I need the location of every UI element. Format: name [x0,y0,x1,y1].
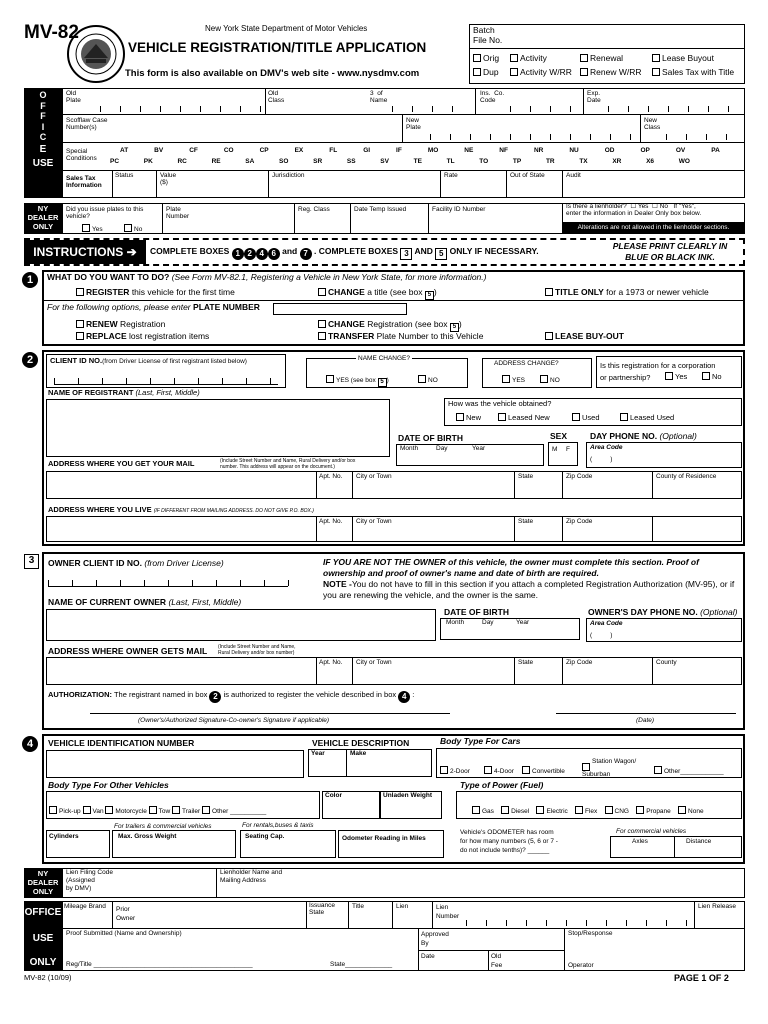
corporation-no[interactable]: No [702,372,722,382]
mail-apt-label: Apt. No. [319,473,343,480]
dob-day-label: Day [436,445,448,452]
cb-lease-buyout[interactable]: Lease Buyout [652,54,714,64]
cb-renewal[interactable]: Renewal [580,54,623,64]
dealer-side-bottom: NY DEALER ONLY [24,868,62,898]
owner-id-label: OWNER CLIENT ID NO. (from Driver License) [48,558,224,568]
jurisdiction-label: Jurisdiction [272,172,305,179]
sex-f-label: F [566,446,570,453]
name-change-label: NAME CHANGE? [358,355,411,362]
mail-state-label: State [518,473,534,480]
owner-area-paren: ( ) [590,632,613,639]
seal-icon [66,24,126,84]
s1-renew[interactable]: RENEW Registration [76,320,165,330]
corporation-yes[interactable]: Yes [665,372,687,382]
odometer-label: Odometer Reading in Miles [342,835,426,842]
body-motorcycle[interactable]: Motorcycle [115,808,147,815]
owner-mail-note: (Include Street Number and Name, Rural Delivery and/or box number) [218,644,296,656]
lien-release-label: Lien Release [698,903,736,910]
live-city-label: City or Town [356,518,392,525]
body-tow[interactable]: Tow [158,808,171,815]
vehicle-year-label: Year [311,750,325,757]
body-convertible[interactable]: Convertible [522,766,565,775]
ins-co-code-label: Ins. Co. Code [480,90,505,105]
distance-label: Distance [686,838,712,845]
old-class-label: Old Class [268,90,285,105]
mail-city-label: City or Town [356,473,392,480]
s2-number: 2 [22,352,38,368]
obtained-leased-new[interactable]: Leased New [498,413,550,423]
dob-input[interactable] [396,444,544,466]
trailers-note: For trailers & commercial vehicles [114,823,212,830]
rentals-note: For rentals,buses & taxis [242,822,314,829]
sex-label: SEX [550,431,568,441]
issue-plates-yes[interactable]: Yes [82,224,103,233]
dob-year-label: Year [472,445,486,452]
cylinders-label: Cylinders [49,833,79,840]
cb-orig[interactable]: Orig [473,54,499,64]
prior-owner-label: Prior Owner [116,906,136,922]
vehicle-desc-input[interactable] [308,749,432,777]
new-class-label: New Class [644,117,661,132]
alterations-note: Alterations are not allowed in the lienholder sections. [563,222,744,233]
commercial-note: For commercial vehicles [616,828,687,835]
form-id: MV-82 [24,22,79,43]
issue-plates-no[interactable]: No [124,224,142,233]
owner-dob-month: Month [446,619,465,626]
registrant-name-label: NAME OF REGISTRANT (Last, First, Middle) [48,388,200,397]
live-zip-label: Zip Code [566,518,593,525]
owner-state-label: State [518,659,534,666]
office-lien-label: Lien [396,903,409,910]
day-phone-label: DAY PHONE NO. (Optional) [590,431,697,441]
mail-county-label: County of Residence [656,473,717,480]
agency-name: New York State Department of Motor Vehicles [205,24,368,33]
special-conditions-label: Special Conditions [66,148,97,163]
fuel-none[interactable]: None [688,808,704,815]
s1-number: 1 [22,272,38,288]
obtained-new[interactable]: New [456,413,481,423]
operator-label: Operator [568,962,594,969]
how-obtained-label: How was the vehicle obtained? [448,399,552,408]
s1-lease-buyout[interactable]: LEASE BUY-OUT [545,332,624,342]
body-van[interactable]: Van [92,808,104,815]
unladen-label: Unladen Weight [383,792,432,799]
mail-address-input[interactable] [46,471,742,499]
instructions-label: INSTRUCTIONS ➔ [24,240,146,264]
cb-sales-tax[interactable]: Sales Tax with Title [652,68,734,78]
file-no-label: File No. [473,35,503,45]
office-date-label: Date [421,953,435,960]
name-change-no[interactable]: NO [418,375,438,384]
reg-title-line: Reg/Title ____________________________________________ [66,961,253,968]
axles-input[interactable] [610,836,742,858]
website-note: This form is also available on DMV's web site - www.nysdmv.com [125,68,420,79]
mail-address-note: (Include Street Number and Name, Rural Delivery and/or box number. This address will appear on the document.) [220,458,356,470]
issue-plates-label: Did you issue plates to this vehicle? [66,206,144,221]
body-suburban[interactable]: Station Wagon/ Suburban [582,758,637,778]
body-other-label: Body Type For Other Vehicles [48,780,169,790]
body-2door[interactable]: 2-Door [440,766,470,775]
body-cars-label: Body Type For Cars [440,736,521,746]
owner-dob-day: Day [482,619,494,626]
vin-label: VEHICLE IDENTIFICATION NUMBER [48,738,195,748]
address-change-yes[interactable]: YES [502,375,525,384]
three-of-name-label: 3 of Name [370,90,388,105]
fuel-gas[interactable]: Gas [482,808,494,815]
live-address-label: ADDRESS WHERE YOU LIVE (IF DIFFERENT FROM MAILING ADDRESS. DO NOT GIVE P.O. BOX.) [48,505,314,514]
owner-zip-label: Zip Code [566,659,593,666]
axles-label: Axles [632,838,648,845]
office-title-label: Title [352,903,365,910]
batch-label: Batch [473,25,495,35]
form-revision: MV-82 (10/09) [24,973,72,982]
s4-number: 4 [22,736,38,752]
vehicle-desc-label: VEHICLE DESCRIPTION [312,738,410,748]
live-apt-label: Apt. No. [319,518,343,525]
seal-logo [66,24,126,84]
owner-mail-input[interactable] [46,657,742,685]
dealer-plate-number-label: Plate Number [166,206,190,221]
owner-apt-label: Apt. No. [319,659,343,666]
address-change-no[interactable]: NO [540,375,560,384]
power-label: Type of Power (Fuel) [460,780,544,790]
area-code-label: Area Code [590,444,623,451]
owner-city-label: City or Town [356,659,392,666]
form-title: VEHICLE REGISTRATION/TITLE APPLICATION [128,40,427,55]
odometer-room-note: Vehicle's ODOMETER has room for how many numbers (5, 6 or 7 - do not include tenths)? ______ [460,829,558,854]
power-options[interactable] [472,806,704,815]
page-number: PAGE 1 OF 2 [674,973,729,983]
body-other-vehicle[interactable]: Other __________ [212,808,267,815]
proof-submitted-label: Proof Submitted (Name and Ownership) [66,930,182,937]
auth-date-label: (Date) [636,717,655,724]
facility-label: Facility ID Number [432,206,486,213]
dealer-bottom-box [62,868,745,898]
signature-note: (Owner's/Authorized Signature-Co-owner's Signature if applicable) [138,717,330,724]
old-fee-label: Old Fee [491,953,503,969]
client-id-label: CLIENT ID NO.(from Driver License of first registrant listed below) [50,356,247,365]
vin-input[interactable] [46,750,304,778]
fuel-propane[interactable]: Propane [646,808,671,815]
s1-transfer[interactable]: TRANSFER Plate Number to this Vehicle [318,332,483,342]
office-side-bottom: OFFICE USE ONLY [24,901,62,971]
body-trailer[interactable]: Trailer [182,808,201,815]
new-plate-label: New Plate [406,117,421,132]
vehicle-make-label: Make [350,750,367,757]
current-owner-label: NAME OF CURRENT OWNER (Last, First, Middle) [48,597,242,607]
lienholder-question: Is there a lienholder? ☐ Yes ☐ No If "Yes", enter the information in Dealer Only box below. [566,203,702,218]
lienholder-name-label: Lienholder Name and Mailing Address [220,869,283,884]
fuel-cng[interactable]: CNG [614,808,629,815]
body-4door[interactable]: 4-Door [484,766,514,775]
not-owner-note: IF YOU ARE NOT THE OWNER of this vehicle, the owner must complete this section. Proof of ownership and proof of owner's name and date of birth are required. NOTE -You do not have to fill in this section if you attach a completed Registration Authorization (MV-95), or if you are renewing the vehicle, and the owner is the same. [323,557,735,600]
registrant-name-input[interactable] [46,399,390,457]
owner-dob-label: DATE OF BIRTH [444,607,510,617]
approved-by-label: Approved By [421,931,449,947]
mail-zip-label: Zip Code [566,473,593,480]
authorization-text: AUTHORIZATION: The registrant named in box 2 is authorized to register the vehicle described in box 4 : [48,690,415,701]
corporation-question: Is this registration for a corporation or partnership? [600,361,716,382]
office-state-line: State_____________ [330,961,393,968]
s1-change-title[interactable]: CHANGE a title (see box 5 ) [318,288,437,300]
fuel-flex[interactable]: Flex [585,808,598,815]
fuel-electric[interactable]: Electric [546,808,568,815]
instructions-text: COMPLETE BOXES 1 2 4 6 and 7 . COMPLETE BOXES 3 AND 5 ONLY IF NECESSARY. [150,246,539,258]
audit-label: Audit [566,172,581,179]
s1-plate-number-input[interactable] [273,303,407,315]
status-label: Status [115,172,134,179]
lien-number-label: Lien Number [436,904,460,920]
dealer-reg-class-label: Reg. Class [298,206,330,213]
live-state-label: State [518,518,534,525]
fuel-diesel[interactable]: Diesel [511,808,530,815]
out-of-state-label: Out of State [510,172,545,179]
scofflaw-label: Scofflaw Case Number(s) [66,117,108,132]
s1-replace[interactable]: REPLACE lost registration items [76,332,209,342]
exp-date-label: Exp. Date [587,90,601,105]
current-owner-input[interactable] [46,609,436,641]
max-gross-label: Max. Gross Weight [118,833,177,840]
cb-renew-wrr[interactable]: Renew W/RR [580,68,641,78]
rate-label: Rate [444,172,458,179]
body-other-options[interactable] [49,806,266,815]
s3-number: 3 [24,554,39,569]
signature-line[interactable] [90,713,450,714]
sex-m-label: M [552,446,558,453]
s1-following: For the following options, please enter PLATE NUMBER [47,302,260,312]
old-plate-label: Old Plate [66,90,81,105]
s1-change-registration[interactable]: CHANGE Registration (see box 5 ) [318,320,462,332]
owner-area-code: Area Code [590,620,623,627]
value-label: Value ($) [160,172,177,187]
sales-tax-info-label: Sales Tax Information [66,175,102,190]
dob-month-label: Month [400,445,419,452]
cb-activity[interactable]: Activity [510,54,547,64]
s1-question: WHAT DO YOU WANT TO DO? (See Form MV-82.1, Registering a Vehicle in New York State, for more information.) [47,272,487,282]
date-line[interactable] [556,713,736,714]
stop-response-label: Stop/Response [568,930,613,937]
color-label: Color [325,792,342,799]
dealer-side-top: NY DEALER ONLY [24,203,62,234]
owner-mail-label: ADDRESS WHERE OWNER GETS MAIL [48,646,208,656]
cb-activity-wrr[interactable]: Activity W/RR [510,68,572,78]
mail-address-label: ADDRESS WHERE YOU GET YOUR MAIL [48,459,195,468]
dob-label: DATE OF BIRTH [398,433,464,443]
s1-register[interactable]: REGISTER this vehicle for the first time [76,288,235,298]
area-code-paren: ( ) [590,456,613,463]
name-change-yes[interactable]: YES (see box 5 ) [326,375,389,387]
issuance-state-label: Issuance State [309,902,336,917]
office-use-side: O F F I C E USE [24,88,62,198]
address-change-label: ADDRESS CHANGE? [494,360,559,367]
seating-label: Seating Cap. [245,833,285,840]
owner-county-label: County [656,659,677,666]
s1-title-only[interactable]: TITLE ONLY for a 1973 or newer vehicle [545,288,709,298]
lien-filing-code-label: Lien Filing Code (Assigned by DMV) [66,869,113,892]
print-clearly-note: PLEASE PRINT CLEARLY IN BLUE OR BLACK INK. [612,241,728,262]
body-other-car[interactable]: Other____________ [654,766,724,775]
condition-codes-row2: PC PK RC RE SA SO SR SS SV TE TL TO TP TR TX XR X6 WO [110,158,690,165]
live-address-input[interactable] [46,516,742,542]
body-pickup[interactable]: Pick-up [59,808,81,815]
owner-phone-label: OWNER'S DAY PHONE NO. (Optional) [588,607,738,617]
obtained-leased-used[interactable]: Leased Used [620,413,674,423]
owner-dob-year: Year [516,619,530,626]
cb-dup[interactable]: Dup [473,68,499,78]
obtained-used[interactable]: Used [572,413,600,423]
condition-codes-row1: AT BV CF CO CP EX FL GI IF MO NE NF NR NU OD OP OV PA [120,147,720,154]
mileage-brand-label: Mileage Brand [64,903,106,910]
date-temp-label: Date Temp Issued [354,206,407,213]
